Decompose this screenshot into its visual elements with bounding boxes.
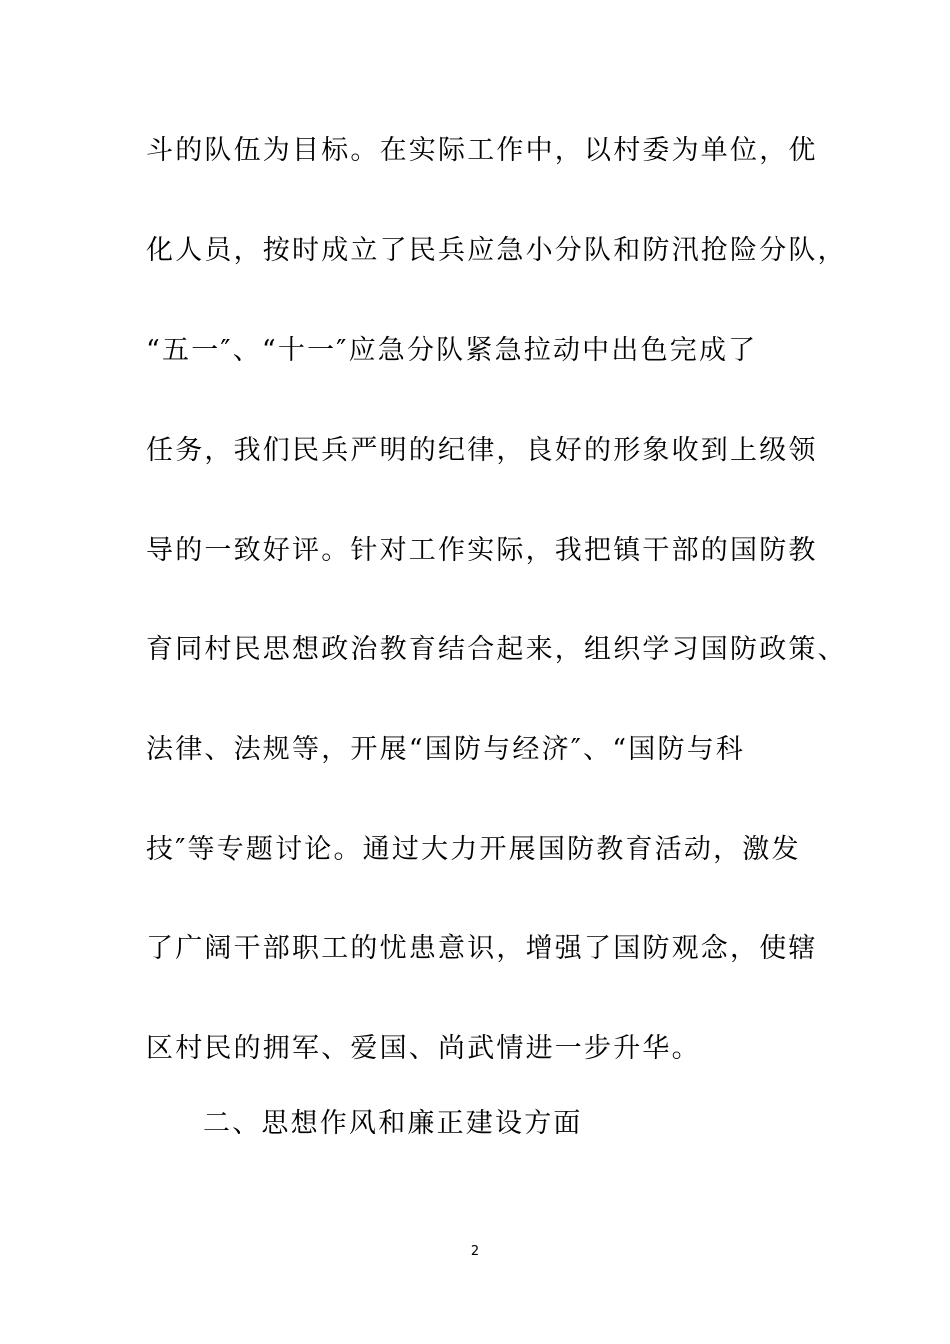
body-text-line-6: 育同村民思想政治教育结合起来，组织学习国防政策、 — [146, 634, 847, 665]
body-text-line-2: 化人员，按时成立了民兵应急小分队和防汛抢险分队， — [146, 235, 847, 266]
body-text-line-10: 区村民的拥军、爱国、尚武情进一步升华。 — [146, 1033, 701, 1064]
body-text-line-3: “五一″、“十一″应急分队紧急拉动中出色完成了 — [146, 335, 758, 366]
section-heading: 二、思想作风和廉正建设方面 — [203, 1108, 583, 1139]
body-text-line-1: 斗的队伍为目标。在实际工作中，以村委为单位，优 — [146, 135, 818, 166]
body-text-line-5: 导的一致好评。针对工作实际，我把镇干部的国防教 — [146, 535, 818, 566]
body-text-line-7: 法律、法规等，开展“国防与经济″、“国防与科 — [146, 734, 746, 765]
page-number: 2 — [470, 1244, 480, 1259]
body-text-line-4: 任务，我们民兵严明的纪律，良好的形象收到上级领 — [146, 435, 818, 466]
body-text-line-9: 了广阔干部职工的忧患意识，增强了国防观念，使辖 — [146, 933, 818, 964]
body-text-line-8: 技″等专题讨论。通过大力开展国防教育活动，激发 — [146, 834, 801, 865]
